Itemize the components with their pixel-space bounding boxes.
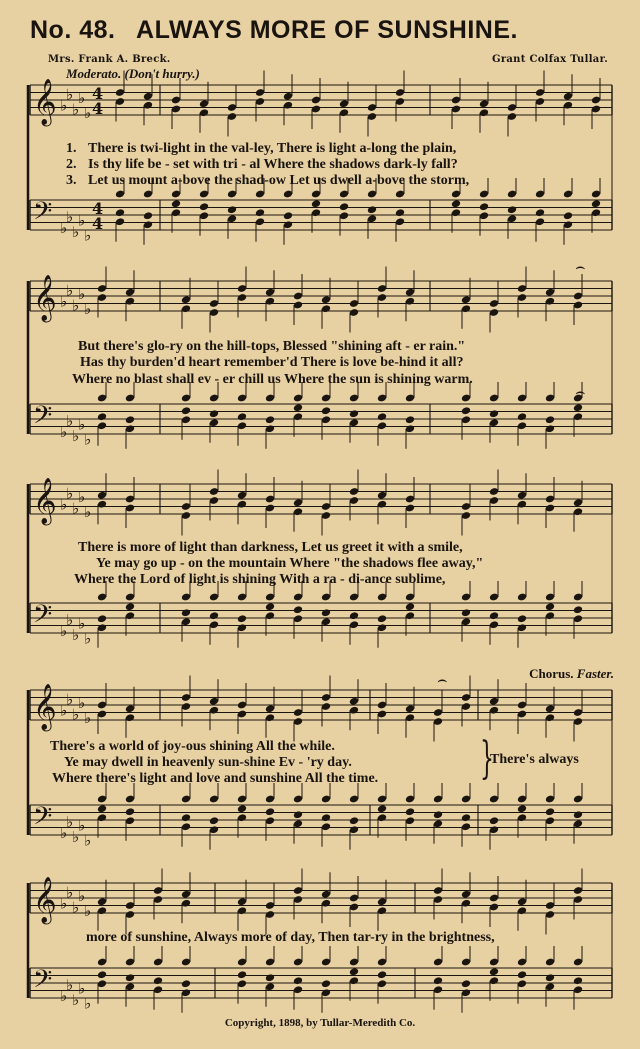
flat-icon: ♭ xyxy=(72,990,80,1009)
flat-icon: ♭ xyxy=(84,994,92,1013)
note-head xyxy=(265,602,275,611)
bass-clef-icon: 𝄢 xyxy=(33,802,53,837)
note-head xyxy=(591,199,601,208)
tempo-marking: Moderato. (Don't hurry.) xyxy=(66,66,200,81)
flat-icon: ♭ xyxy=(72,222,80,241)
verse-line: Where the Lord of light is shining With a ra - di-ance sublime, xyxy=(74,572,446,587)
note-head xyxy=(181,979,191,988)
flat-icon: ♭ xyxy=(60,96,68,115)
verse-line: Ye may go up - on the mountain Where "the shadows flee away," xyxy=(96,556,484,571)
treble-clef-icon: 𝄞 xyxy=(33,684,57,730)
bass-clef-icon: 𝄢 xyxy=(33,401,53,436)
note-head xyxy=(237,614,247,623)
bass-clef-icon: 𝄢 xyxy=(33,965,53,1000)
note-head xyxy=(181,813,191,822)
note-head xyxy=(339,202,349,211)
note-head xyxy=(545,973,555,982)
note-head xyxy=(143,211,153,220)
note-head xyxy=(209,816,219,825)
flat-icon: ♭ xyxy=(60,495,68,514)
flat-icon: ♭ xyxy=(78,285,86,303)
note-head xyxy=(461,813,471,822)
flat-icon: ♭ xyxy=(72,898,80,917)
note-head xyxy=(293,403,303,412)
flat-icon: ♭ xyxy=(78,816,86,835)
flat-icon: ♭ xyxy=(66,883,74,902)
flat-icon: ♭ xyxy=(66,610,74,629)
note-head xyxy=(535,208,545,217)
flat-icon: ♭ xyxy=(78,211,86,230)
flat-icon: ♭ xyxy=(84,503,92,521)
note-head xyxy=(181,608,191,617)
note-head xyxy=(461,979,471,988)
note-head xyxy=(489,409,499,418)
note-head xyxy=(293,976,303,985)
fermata-icon: ⌢ xyxy=(437,670,448,689)
note-head xyxy=(489,967,499,976)
note-head xyxy=(573,403,583,412)
flat-icon: ♭ xyxy=(84,709,92,727)
flat-icon: ♭ xyxy=(72,625,80,644)
note-head xyxy=(573,605,583,614)
note-head xyxy=(349,409,359,418)
flat-icon: ♭ xyxy=(84,226,92,245)
note-head xyxy=(115,208,125,217)
verse-line: 3. Let us mount a-bove the shad-ow Let us dwell a-bove the storm, xyxy=(66,173,470,188)
flat-icon: ♭ xyxy=(66,690,74,709)
flat-icon: ♭ xyxy=(72,499,80,518)
flat-icon: ♭ xyxy=(66,281,74,300)
verse-line: more of sunshine, Always more of day, Then tar-ry in the brightness, xyxy=(86,930,495,945)
flat-icon: ♭ xyxy=(66,812,74,831)
note-head xyxy=(573,976,583,985)
fermata-icon: ⌢ xyxy=(575,382,586,401)
note-head xyxy=(293,810,303,819)
flat-icon: ♭ xyxy=(84,902,92,920)
copyright-notice: Copyright, 1898, by Tullar-Meredith Co. xyxy=(224,1017,416,1029)
note-head xyxy=(97,804,107,813)
flat-icon: ♭ xyxy=(72,827,80,846)
flat-icon: ♭ xyxy=(72,100,80,119)
flat-icon: ♭ xyxy=(72,705,80,724)
note-head xyxy=(377,412,387,421)
flat-icon: ♭ xyxy=(72,426,80,445)
note-head xyxy=(545,415,555,424)
note-head xyxy=(451,199,461,208)
note-head xyxy=(97,614,107,623)
flat-icon: ♭ xyxy=(78,415,86,434)
verse-line: There is more of light than darkness, Let us greet it with a smile, xyxy=(78,540,463,555)
flat-icon: ♭ xyxy=(78,694,86,712)
verse-line: But there's glo-ry on the hill-tops, Blessed "shining aft - er rain." xyxy=(78,339,466,354)
flat-icon: ♭ xyxy=(78,614,86,633)
chorus-lead-text: There's always xyxy=(490,752,579,767)
note-head xyxy=(237,804,247,813)
bass-clef-icon: 𝄢 xyxy=(33,197,53,232)
note-head xyxy=(97,970,107,979)
verse-line: Where there's light and love and sunshine All the time. xyxy=(52,771,379,786)
note-head xyxy=(545,602,555,611)
flat-icon: ♭ xyxy=(66,484,74,503)
note-head xyxy=(517,804,527,813)
time-signature-bottom: 4 xyxy=(92,214,104,233)
note-head xyxy=(227,205,237,214)
flat-icon: ♭ xyxy=(84,300,92,318)
flat-icon: ♭ xyxy=(60,622,68,640)
note-head xyxy=(377,614,387,623)
bass-clef-icon: 𝄢 xyxy=(33,600,53,635)
note-head xyxy=(395,208,405,217)
verse-line: 2. Is thy life be - set with tri - al Where the shadows dark-ly fall? xyxy=(66,157,458,172)
treble-clef-icon: 𝄞 xyxy=(33,79,57,125)
flat-icon: ♭ xyxy=(60,292,68,311)
note-head xyxy=(237,412,247,421)
flat-icon: ♭ xyxy=(66,975,74,994)
note-head xyxy=(479,202,489,211)
treble-clef-icon: 𝄞 xyxy=(33,478,57,524)
flat-icon: ♭ xyxy=(78,887,86,905)
note-head xyxy=(125,415,135,424)
flat-icon: ♭ xyxy=(84,430,92,449)
chorus-label: Chorus. Faster. xyxy=(529,666,614,681)
lyric-brace: } xyxy=(480,733,494,784)
verse-line: Where no blast shall ev - er chill us Where the sun is shining warm. xyxy=(72,372,473,387)
note-head xyxy=(349,967,359,976)
flat-icon: ♭ xyxy=(60,894,68,913)
note-head xyxy=(283,211,293,220)
flat-icon: ♭ xyxy=(60,219,68,237)
flat-icon: ♭ xyxy=(72,296,80,315)
note-head xyxy=(545,807,555,816)
note-head xyxy=(171,199,181,208)
note-head xyxy=(461,608,471,617)
note-head xyxy=(433,810,443,819)
note-head xyxy=(265,415,275,424)
note-head xyxy=(349,611,359,620)
hymn-title: ALWAYS MORE OF SUNSHINE. xyxy=(136,16,518,44)
verse-line: Ye may dwell in heavenly sun-shine Ev - 'ry day. xyxy=(64,755,352,770)
note-head xyxy=(321,406,331,415)
note-head xyxy=(125,602,135,611)
note-head xyxy=(125,973,135,982)
flat-icon: ♭ xyxy=(78,89,86,107)
note-head xyxy=(237,970,247,979)
note-head xyxy=(489,611,499,620)
verse-line: 1. There is twi-light in the val-ley, There is light a-long the plain, xyxy=(66,141,457,156)
note-head xyxy=(405,415,415,424)
note-head xyxy=(461,406,471,415)
note-head xyxy=(507,205,517,214)
note-head xyxy=(97,412,107,421)
flat-icon: ♭ xyxy=(78,488,86,506)
flat-icon: ♭ xyxy=(84,629,92,648)
flat-icon: ♭ xyxy=(66,411,74,430)
lyricist-credit: Mrs. Frank A. Breck. xyxy=(48,54,171,65)
note-head xyxy=(265,807,275,816)
note-head xyxy=(321,813,331,822)
note-head xyxy=(181,406,191,415)
note-head xyxy=(255,208,265,217)
note-head xyxy=(517,412,527,421)
note-head xyxy=(199,202,209,211)
flat-icon: ♭ xyxy=(60,987,68,1005)
composer-credit: Grant Colfax Tullar. xyxy=(491,54,608,65)
flat-icon: ♭ xyxy=(60,824,68,842)
flat-icon: ♭ xyxy=(60,701,68,720)
note-head xyxy=(293,605,303,614)
note-head xyxy=(153,976,163,985)
note-head xyxy=(489,816,499,825)
flat-icon: ♭ xyxy=(84,104,92,122)
note-head xyxy=(125,807,135,816)
note-head xyxy=(367,205,377,214)
time-signature-top: 4 xyxy=(92,84,104,103)
note-head xyxy=(209,611,219,620)
note-head xyxy=(349,816,359,825)
note-head xyxy=(209,409,219,418)
flat-icon: ♭ xyxy=(60,423,68,441)
note-head xyxy=(405,807,415,816)
note-head xyxy=(405,602,415,611)
flat-icon: ♭ xyxy=(66,85,74,104)
fermata-icon: ⌢ xyxy=(575,257,586,276)
note-head xyxy=(377,970,387,979)
verse-line: There's a world of joy-ous shining All the while. xyxy=(50,739,335,754)
note-head xyxy=(311,199,321,208)
flat-icon: ♭ xyxy=(78,979,86,998)
note-head xyxy=(433,976,443,985)
flat-icon: ♭ xyxy=(66,207,74,226)
time-signature-top: 4 xyxy=(92,199,104,218)
note-head xyxy=(321,608,331,617)
hymn-number: No. 48. xyxy=(30,16,116,44)
time-signature-bottom: 4 xyxy=(92,99,104,118)
note-head xyxy=(377,804,387,813)
flat-icon: ♭ xyxy=(84,831,92,850)
verse-line: Has thy burden'd heart remember'd There is love be-hind it all? xyxy=(80,355,464,370)
note-head xyxy=(517,970,527,979)
treble-clef-icon: 𝄞 xyxy=(33,877,57,923)
note-head xyxy=(321,979,331,988)
note-head xyxy=(573,810,583,819)
note-head xyxy=(265,973,275,982)
treble-clef-icon: 𝄞 xyxy=(33,275,57,321)
note-head xyxy=(517,614,527,623)
note-head xyxy=(563,211,573,220)
